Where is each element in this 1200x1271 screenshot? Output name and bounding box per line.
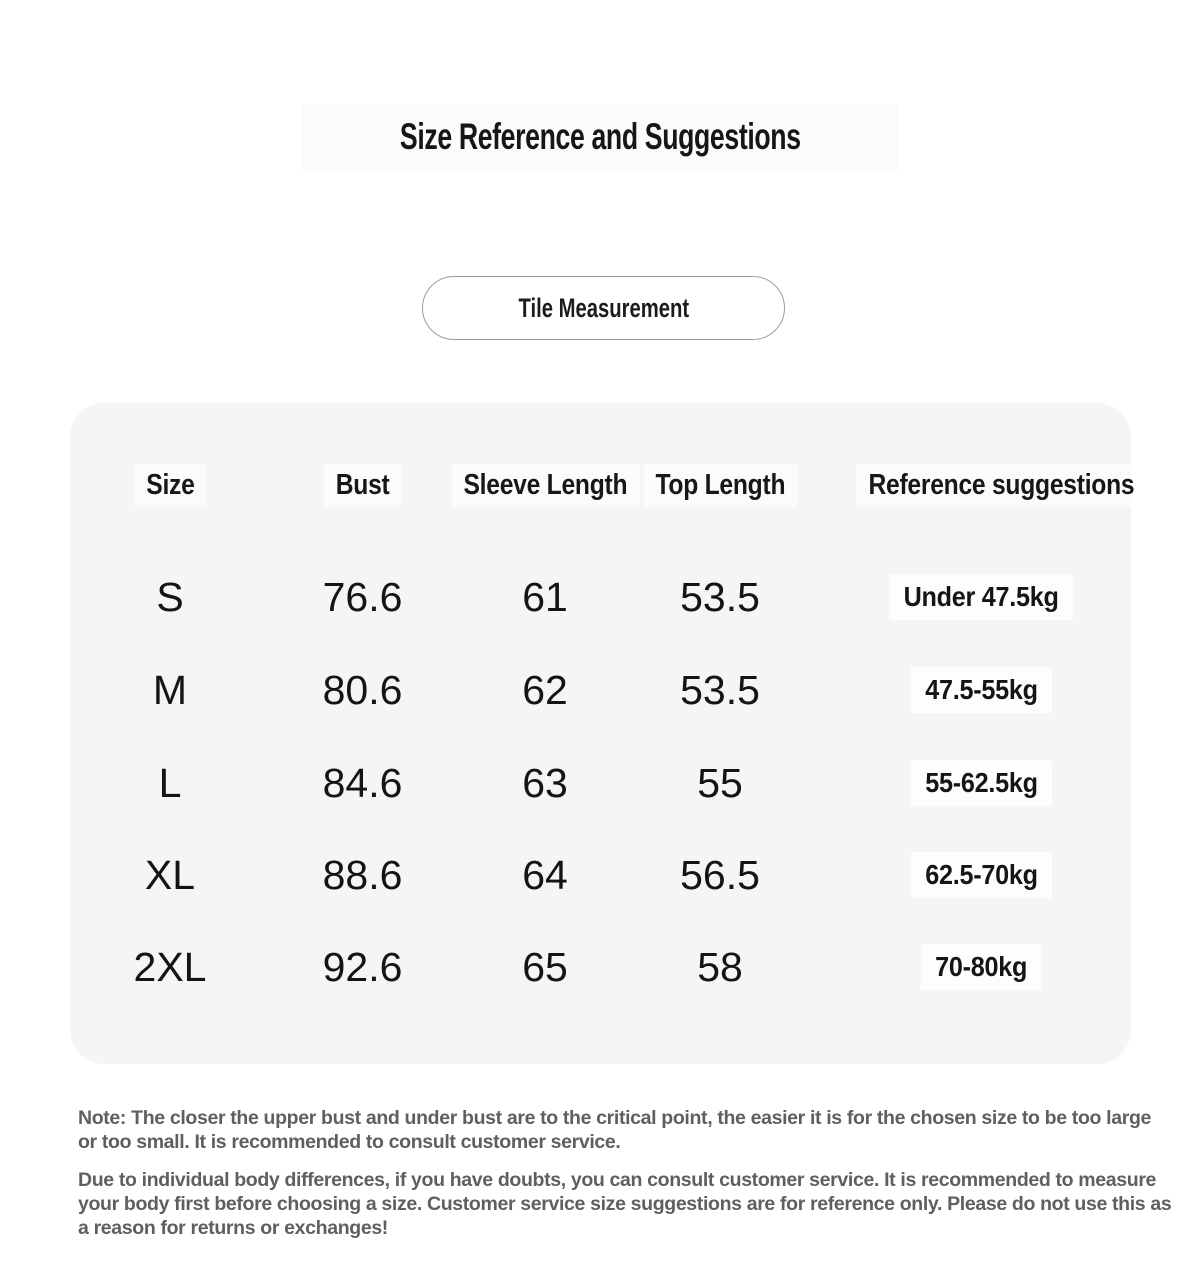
cell-bust: 84.6 [322,759,403,806]
page-title-box [302,104,899,170]
cell-reference-label: 70-80kg [921,944,1042,990]
cell-reference-label: Under 47.5kg [889,574,1073,620]
col-header-bust [317,464,408,507]
col-header-reference-label: Reference suggestions [857,464,1147,507]
cell-reference [877,852,1060,898]
cell-bust: 88.6 [322,851,403,898]
cell-reference-label: 55-62.5kg [910,760,1051,806]
col-header-sleeve-length [435,464,656,507]
cell-top-length: 53.5 [680,666,760,713]
cell-top-length: 58 [697,943,743,990]
table-row-s [70,567,1131,627]
col-header-bust-label: Bust [324,464,402,507]
cell-size: 2XL [133,943,207,990]
cell-sleeve-length: 61 [522,573,568,620]
cell-reference [888,944,1048,990]
cell-bust: 76.6 [322,573,403,620]
cell-reference [853,574,1083,620]
cell-sleeve-length: 63 [522,759,568,806]
col-header-sleeve-length-label: Sleeve Length [451,464,639,507]
cell-size: L [158,759,182,806]
col-header-size [128,464,213,507]
table-row-l [70,753,1131,813]
cell-top-length: 56.5 [680,851,760,898]
cell-sleeve-length: 62 [522,666,568,713]
col-header-top-length [630,464,811,507]
table-row-xl [70,845,1131,905]
cell-reference-label: 62.5-70kg [910,852,1051,898]
page-title-wrap [0,104,1200,170]
cell-bust: 92.6 [322,943,403,990]
col-header-top-length-label: Top Length [643,464,797,507]
cell-reference-label: 47.5-55kg [910,667,1051,713]
cell-bust: 80.6 [322,666,403,713]
cell-top-length: 55 [697,759,743,806]
tile-measurement-tab[interactable] [422,276,785,340]
cell-size: S [156,573,184,620]
size-table-panel [70,403,1135,1064]
cell-reference [877,667,1060,713]
table-row-m [70,660,1131,720]
col-header-reference [805,464,1172,507]
cell-sleeve-length: 64 [522,851,568,898]
table-row-2xl [70,937,1131,997]
col-header-size-label: Size [134,464,206,507]
note-body-differences: Due to individual body differences, if you have doubts, you can consult customer service. It is recommended to measure your body first before choosing a size. Customer service size suggestions are for reference only. Please do not use this as a reason for returns or exchanges! [78,1169,1172,1239]
cell-size: M [152,666,188,713]
note-critical-point: Note: The closer the upper bust and under bust are to the critical point, the easier it is for the chosen size to be too large or too small. It is recommended to consult customer service. [78,1107,1151,1153]
notes-section [78,1106,1173,1240]
size-table-header-row [70,455,1135,515]
cell-reference [877,760,1060,806]
cell-size: XL [144,851,196,898]
cell-sleeve-length: 65 [522,943,568,990]
tile-measurement-tab-label: Tile Measurement [518,292,689,323]
cell-top-length: 53.5 [680,573,760,620]
page-title: Size Reference and Suggestions [399,116,801,157]
